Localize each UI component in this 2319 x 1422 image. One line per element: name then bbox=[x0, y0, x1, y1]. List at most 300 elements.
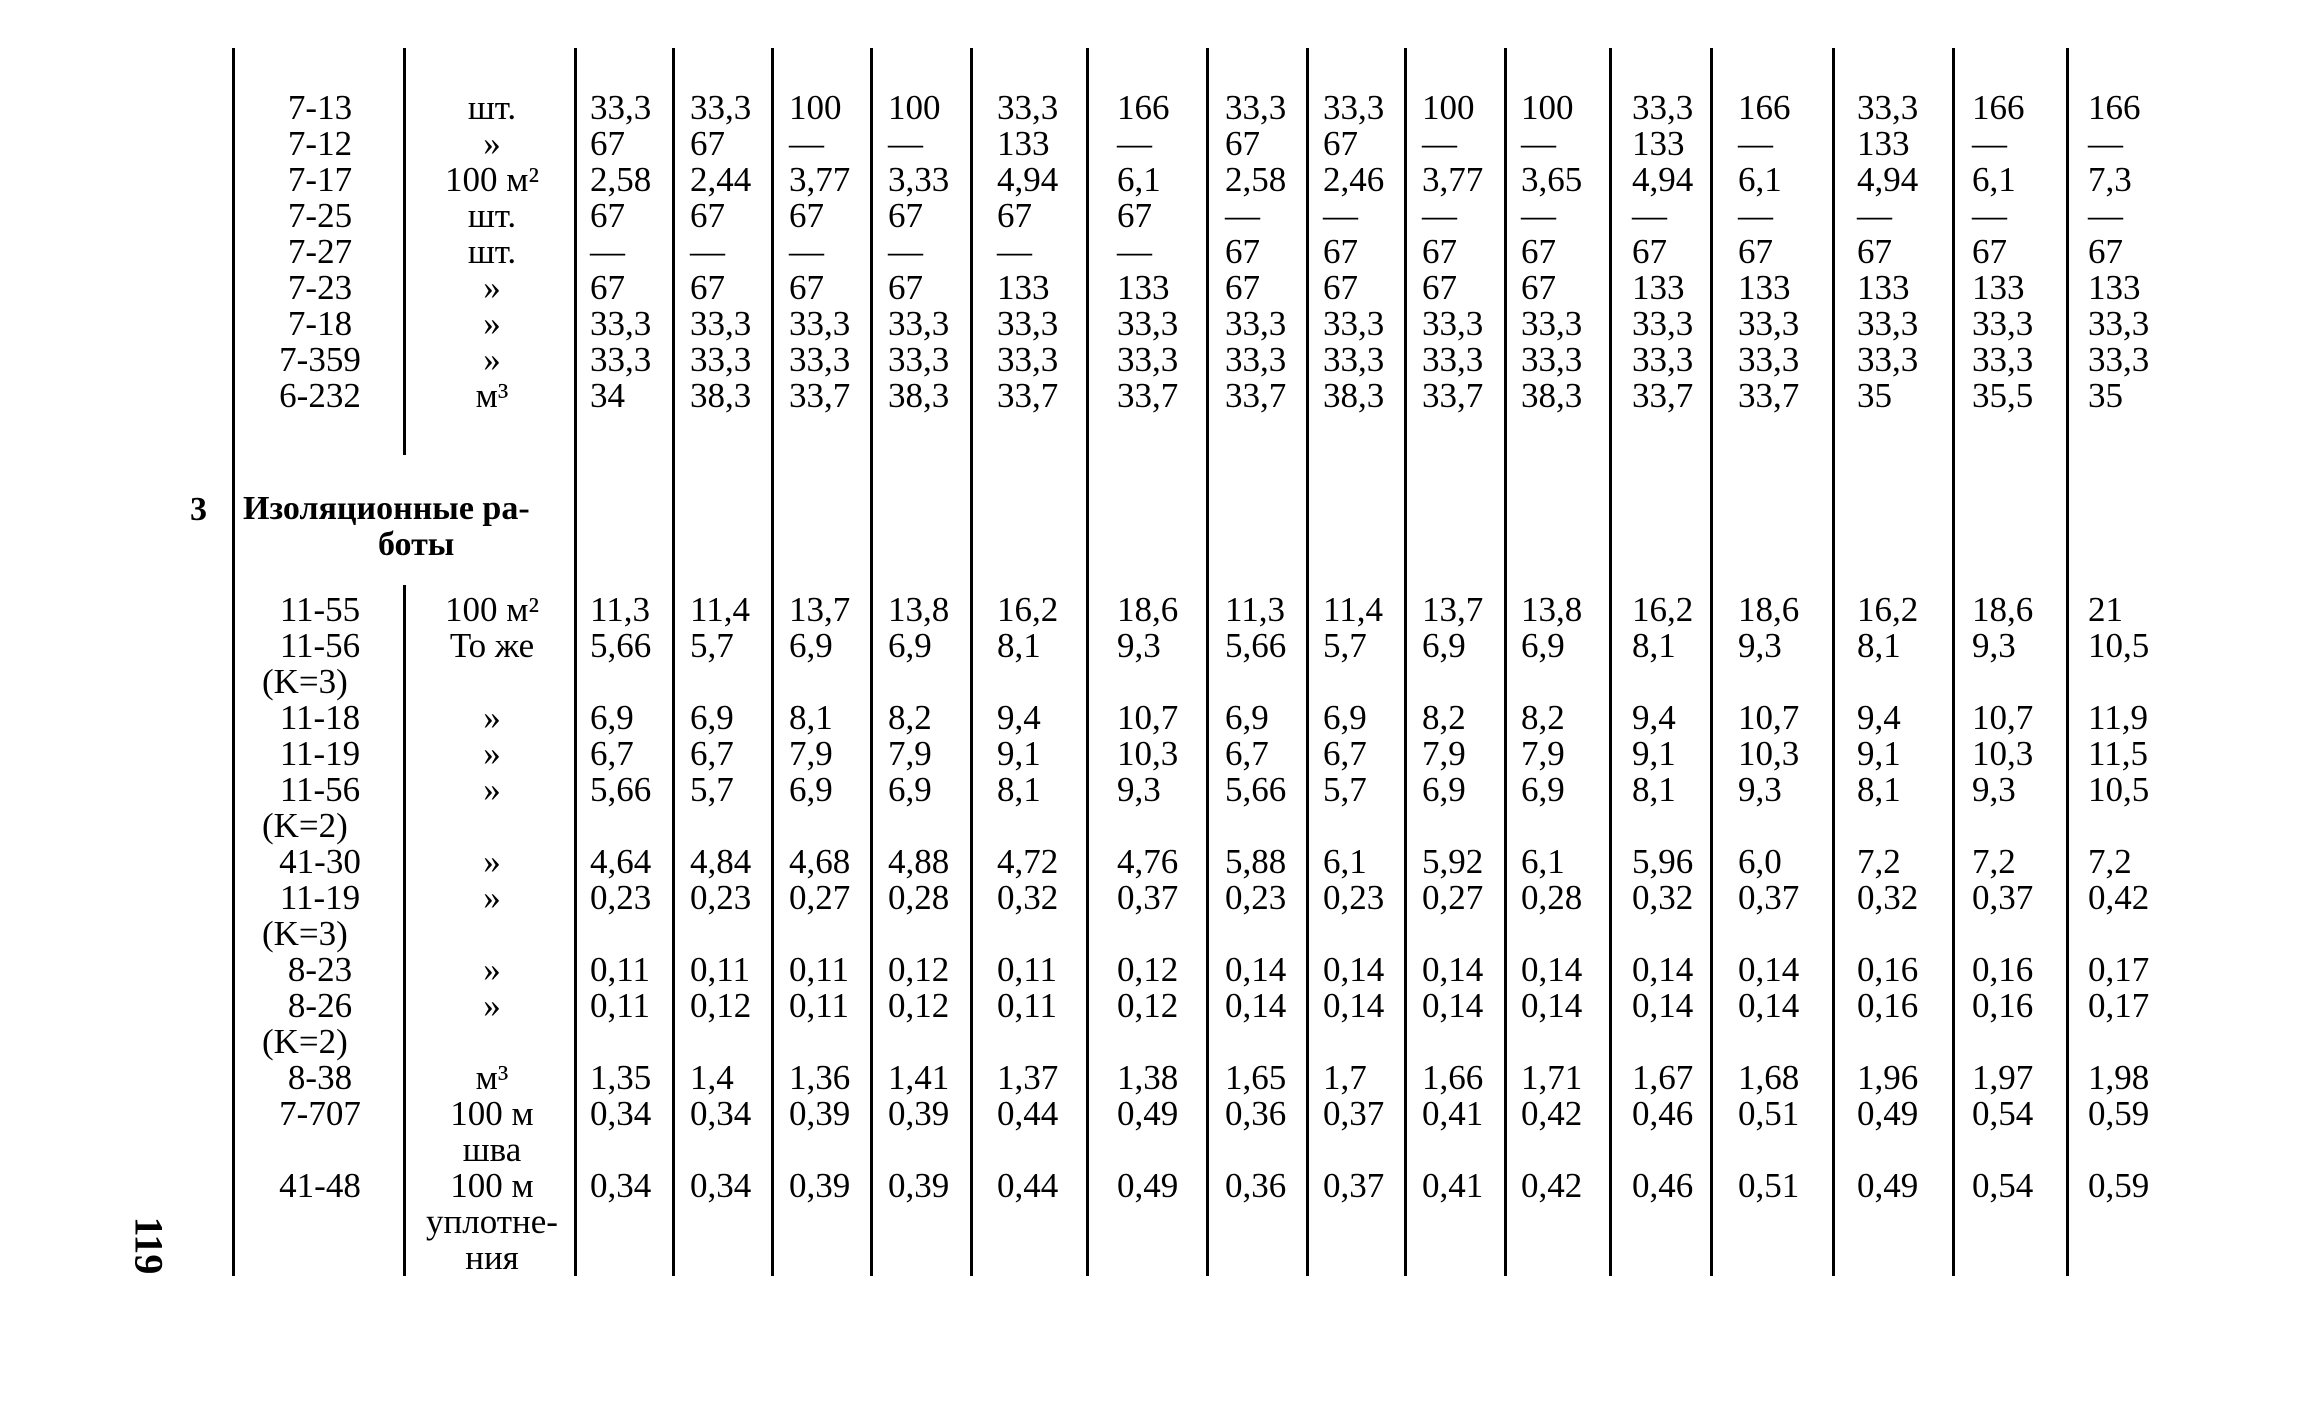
table-cell: — bbox=[1117, 232, 1152, 271]
table-cell: 33,3 bbox=[690, 304, 752, 343]
table-cell: 0,41 bbox=[1422, 1166, 1484, 1205]
table-cell: 0,14 bbox=[1521, 986, 1583, 1025]
table-cell: 7,2 bbox=[1857, 842, 1901, 881]
table-cell: 8,2 bbox=[888, 698, 932, 737]
table-cell: 6,0 bbox=[1738, 842, 1782, 881]
table-cell: 0,14 bbox=[1521, 950, 1583, 989]
table-cell: 0,12 bbox=[1117, 986, 1179, 1025]
table-cell: 6,7 bbox=[690, 734, 734, 773]
table-cell: 33,3 bbox=[1521, 340, 1583, 379]
table-cell: 35 bbox=[2088, 376, 2123, 415]
table-cell: 38,3 bbox=[690, 376, 752, 415]
table-cell: 0,37 bbox=[1972, 878, 2034, 917]
table-cell: — bbox=[789, 232, 824, 271]
table-cell: 33,3 bbox=[1323, 88, 1385, 127]
row-unit: » bbox=[483, 986, 501, 1025]
table-cell: 5,88 bbox=[1225, 842, 1287, 881]
row-code: 41-30 bbox=[279, 842, 361, 881]
column-rule bbox=[870, 48, 873, 1276]
table-cell: 6,9 bbox=[1521, 626, 1565, 665]
column-rule bbox=[574, 48, 577, 1276]
row-code: 41-48 bbox=[279, 1166, 361, 1205]
table-cell: 0,34 bbox=[590, 1166, 652, 1205]
table-cell: 7,9 bbox=[1422, 734, 1466, 773]
table-cell: 4,68 bbox=[789, 842, 851, 881]
table-cell: 0,39 bbox=[789, 1166, 851, 1205]
table-cell: 67 bbox=[997, 196, 1032, 235]
table-cell: 13,8 bbox=[888, 590, 950, 629]
column-rule bbox=[771, 48, 774, 1276]
table-cell: 0,12 bbox=[888, 986, 950, 1025]
row-code: (K=3) bbox=[262, 662, 348, 701]
table-cell: 133 bbox=[1632, 268, 1685, 307]
table-cell: 5,7 bbox=[690, 770, 734, 809]
table-cell: 0,37 bbox=[1323, 1166, 1385, 1205]
table-cell: 6,1 bbox=[1738, 160, 1782, 199]
table-cell: 35,5 bbox=[1972, 376, 2034, 415]
table-cell: 1,4 bbox=[690, 1058, 734, 1097]
table-cell: 38,3 bbox=[888, 376, 950, 415]
table-cell: 9,1 bbox=[997, 734, 1041, 773]
table-cell: — bbox=[690, 232, 725, 271]
table-cell: 67 bbox=[1738, 232, 1773, 271]
table-cell: 38,3 bbox=[1521, 376, 1583, 415]
row-code: 7-18 bbox=[287, 304, 353, 343]
table-cell: 67 bbox=[1225, 268, 1260, 307]
table-cell: 9,1 bbox=[1857, 734, 1901, 773]
table-cell: 9,3 bbox=[1972, 770, 2016, 809]
table-cell: 10,5 bbox=[2088, 626, 2150, 665]
table-cell: 0,16 bbox=[1857, 950, 1919, 989]
table-cell: 166 bbox=[2088, 88, 2141, 127]
table-cell: 0,14 bbox=[1323, 986, 1385, 1025]
row-unit: » bbox=[483, 770, 501, 809]
table-cell: 9,4 bbox=[997, 698, 1041, 737]
table-cell: 0,17 bbox=[2088, 950, 2150, 989]
table-cell: 0,11 bbox=[590, 986, 650, 1025]
section-title-line-1: Изоляционные ра- bbox=[243, 490, 530, 527]
table-cell: 0,17 bbox=[2088, 986, 2150, 1025]
table-cell: 6,9 bbox=[1225, 698, 1269, 737]
table-cell: 0,11 bbox=[997, 950, 1057, 989]
table-cell: 7,2 bbox=[2088, 842, 2132, 881]
table-cell: 0,32 bbox=[997, 878, 1059, 917]
table-cell: 9,3 bbox=[1738, 770, 1782, 809]
table-cell: 0,28 bbox=[1521, 878, 1583, 917]
table-cell: 6,9 bbox=[888, 626, 932, 665]
row-code: (K=2) bbox=[262, 1022, 348, 1061]
table-cell: 133 bbox=[997, 124, 1050, 163]
table-cell: 0,23 bbox=[1323, 878, 1385, 917]
table-cell: 33,3 bbox=[1972, 304, 2034, 343]
table-cell: 33,3 bbox=[1225, 304, 1287, 343]
table-cell: — bbox=[1521, 124, 1556, 163]
table-cell: 16,2 bbox=[1632, 590, 1694, 629]
table-cell: 133 bbox=[1117, 268, 1170, 307]
table-cell: 33,7 bbox=[1225, 376, 1287, 415]
page-number: 119 bbox=[126, 1216, 172, 1275]
table-cell: 33,3 bbox=[997, 304, 1059, 343]
table-cell: 33,3 bbox=[789, 304, 851, 343]
table-cell: 1,67 bbox=[1632, 1058, 1694, 1097]
table-cell: 133 bbox=[1632, 124, 1685, 163]
table-cell: 10,7 bbox=[1972, 698, 2034, 737]
column-rule bbox=[672, 48, 675, 1276]
table-cell: 3,77 bbox=[1422, 160, 1484, 199]
table-cell: 33,7 bbox=[1738, 376, 1800, 415]
table-cell: 0,42 bbox=[1521, 1166, 1583, 1205]
table-cell: 33,3 bbox=[997, 340, 1059, 379]
table-cell: 0,11 bbox=[997, 986, 1057, 1025]
table-cell: 0,11 bbox=[690, 950, 750, 989]
table-cell: 0,23 bbox=[690, 878, 752, 917]
table-cell: — bbox=[2088, 196, 2123, 235]
table-cell: 133 bbox=[2088, 268, 2141, 307]
row-code: 8-38 bbox=[287, 1058, 353, 1097]
table-cell: 33,3 bbox=[888, 304, 950, 343]
table-cell: 67 bbox=[1323, 124, 1358, 163]
table-cell: 67 bbox=[690, 268, 725, 307]
table-cell: 67 bbox=[888, 268, 923, 307]
column-rule bbox=[2066, 48, 2069, 1276]
table-cell: 7,2 bbox=[1972, 842, 2016, 881]
row-unit: шва bbox=[462, 1130, 522, 1169]
table-cell: 0,46 bbox=[1632, 1094, 1694, 1133]
table-cell: 5,96 bbox=[1632, 842, 1694, 881]
table-cell: 8,1 bbox=[1857, 770, 1901, 809]
table-cell: 67 bbox=[1521, 268, 1556, 307]
table-cell: 0,34 bbox=[690, 1166, 752, 1205]
table-cell: 9,1 bbox=[1632, 734, 1676, 773]
table-cell: 67 bbox=[590, 196, 625, 235]
table-cell: 33,3 bbox=[1738, 304, 1800, 343]
table-cell: 7,9 bbox=[789, 734, 833, 773]
table-cell: 6,1 bbox=[1972, 160, 2016, 199]
row-code: 11-18 bbox=[279, 698, 361, 737]
table-cell: 6,1 bbox=[1521, 842, 1565, 881]
row-code: 8-23 bbox=[287, 950, 353, 989]
table-cell: 33,3 bbox=[1422, 304, 1484, 343]
table-cell: 16,2 bbox=[1857, 590, 1919, 629]
table-cell: 6,9 bbox=[888, 770, 932, 809]
table-cell: 33,3 bbox=[1738, 340, 1800, 379]
table-cell: 0,28 bbox=[888, 878, 950, 917]
table-cell: 5,66 bbox=[590, 770, 652, 809]
table-cell: 4,94 bbox=[1632, 160, 1694, 199]
table-cell: 0,16 bbox=[1972, 986, 2034, 1025]
table-cell: 4,94 bbox=[997, 160, 1059, 199]
table-cell: 2,58 bbox=[1225, 160, 1287, 199]
row-unit: » bbox=[483, 734, 501, 773]
table-cell: 67 bbox=[690, 124, 725, 163]
row-unit: шт. bbox=[467, 196, 517, 235]
table-cell: 10,3 bbox=[1117, 734, 1179, 773]
table-cell: 8,1 bbox=[789, 698, 833, 737]
table-cell: 0,34 bbox=[690, 1094, 752, 1133]
table-cell: 0,39 bbox=[789, 1094, 851, 1133]
table-cell: 5,7 bbox=[1323, 770, 1367, 809]
table-cell: 67 bbox=[1521, 232, 1556, 271]
table-cell: 0,59 bbox=[2088, 1166, 2150, 1205]
column-rule bbox=[1832, 48, 1835, 1276]
table-cell: 35 bbox=[1857, 376, 1892, 415]
table-cell: 5,66 bbox=[590, 626, 652, 665]
table-cell: 100 bbox=[888, 88, 941, 127]
table-cell: 0,41 bbox=[1422, 1094, 1484, 1133]
table-cell: 0,11 bbox=[590, 950, 650, 989]
table-cell: 33,3 bbox=[789, 340, 851, 379]
table-cell: 33,3 bbox=[997, 88, 1059, 127]
table-cell: 4,72 bbox=[997, 842, 1059, 881]
column-rule bbox=[970, 48, 973, 1276]
table-cell: 6,7 bbox=[1225, 734, 1269, 773]
table-cell: 9,4 bbox=[1857, 698, 1901, 737]
table-cell: 67 bbox=[789, 268, 824, 307]
row-unit: шт. bbox=[467, 232, 517, 271]
table-cell: 33,3 bbox=[590, 304, 652, 343]
table-cell: 0,49 bbox=[1857, 1094, 1919, 1133]
table-cell: 0,23 bbox=[1225, 878, 1287, 917]
table-cell: 0,32 bbox=[1857, 878, 1919, 917]
table-cell: 6,9 bbox=[1323, 698, 1367, 737]
table-cell: 1,35 bbox=[590, 1058, 652, 1097]
row-code: 7-17 bbox=[287, 160, 353, 199]
table-cell: 67 bbox=[1323, 232, 1358, 271]
section-title-line-2: боты bbox=[378, 526, 455, 563]
table-cell: 11,3 bbox=[1225, 590, 1285, 629]
column-rule bbox=[1609, 48, 1612, 1276]
row-code: 11-56 bbox=[279, 770, 361, 809]
table-cell: 0,12 bbox=[690, 986, 752, 1025]
table-cell: 0,27 bbox=[789, 878, 851, 917]
table-cell: 8,1 bbox=[1632, 770, 1676, 809]
table-cell: 0,59 bbox=[2088, 1094, 2150, 1133]
table-cell: 67 bbox=[590, 124, 625, 163]
table-cell: 1,98 bbox=[2088, 1058, 2150, 1097]
table-cell: 5,7 bbox=[690, 626, 734, 665]
table-cell: 33,3 bbox=[1632, 304, 1694, 343]
row-code: 7-359 bbox=[279, 340, 361, 379]
row-unit: 100 м² bbox=[445, 160, 539, 199]
table-cell: 33,3 bbox=[1323, 340, 1385, 379]
table-cell: 1,66 bbox=[1422, 1058, 1484, 1097]
table-cell: — bbox=[997, 232, 1032, 271]
table-cell: 0,54 bbox=[1972, 1094, 2034, 1133]
table-cell: 0,37 bbox=[1117, 878, 1179, 917]
table-cell: 0,42 bbox=[1521, 1094, 1583, 1133]
table-cell: 1,96 bbox=[1857, 1058, 1919, 1097]
table-cell: 133 bbox=[997, 268, 1050, 307]
table-cell: 11,4 bbox=[1323, 590, 1383, 629]
table-cell: 67 bbox=[590, 268, 625, 307]
row-code: 7-12 bbox=[287, 124, 353, 163]
table-cell: 16,2 bbox=[997, 590, 1059, 629]
table-cell: 33,3 bbox=[1323, 304, 1385, 343]
table-cell: 18,6 bbox=[1972, 590, 2034, 629]
table-cell: — bbox=[1422, 196, 1457, 235]
table-cell: 33,3 bbox=[690, 88, 752, 127]
table-cell: 0,14 bbox=[1738, 986, 1800, 1025]
table-cell: — bbox=[1738, 124, 1773, 163]
table-cell: 67 bbox=[1323, 268, 1358, 307]
row-code: 7-23 bbox=[287, 268, 353, 307]
table-cell: 21 bbox=[2088, 590, 2123, 629]
table-cell: 0,12 bbox=[888, 950, 950, 989]
table-cell: 67 bbox=[1857, 232, 1892, 271]
column-rule bbox=[403, 48, 406, 455]
table-cell: — bbox=[1857, 196, 1892, 235]
row-code: 11-19 bbox=[279, 878, 361, 917]
table-cell: 4,76 bbox=[1117, 842, 1179, 881]
table-cell: — bbox=[1972, 124, 2007, 163]
table-cell: — bbox=[2088, 124, 2123, 163]
table-cell: 1,65 bbox=[1225, 1058, 1287, 1097]
table-cell: 2,46 bbox=[1323, 160, 1385, 199]
table-cell: 1,38 bbox=[1117, 1058, 1179, 1097]
table-cell: 33,3 bbox=[590, 88, 652, 127]
table-cell: 67 bbox=[690, 196, 725, 235]
table-cell: — bbox=[1323, 196, 1358, 235]
row-code: (K=3) bbox=[262, 914, 348, 953]
table-cell: 11,9 bbox=[2088, 698, 2148, 737]
table-cell: 0,23 bbox=[590, 878, 652, 917]
table-cell: — bbox=[888, 124, 923, 163]
table-cell: 10,7 bbox=[1117, 698, 1179, 737]
table-cell: 8,1 bbox=[997, 626, 1041, 665]
table-cell: 8,1 bbox=[1632, 626, 1676, 665]
table-cell: 3,77 bbox=[789, 160, 851, 199]
table-cell: — bbox=[888, 232, 923, 271]
row-unit: 100 м² bbox=[445, 590, 539, 629]
table-cell: 11,3 bbox=[590, 590, 650, 629]
table-cell: 10,7 bbox=[1738, 698, 1800, 737]
table-cell: 0,51 bbox=[1738, 1166, 1800, 1205]
table-cell: 10,3 bbox=[1738, 734, 1800, 773]
table-cell: 67 bbox=[1117, 196, 1152, 235]
column-rule bbox=[1710, 48, 1713, 1276]
table-cell: 9,3 bbox=[1117, 626, 1161, 665]
row-code: 7-25 bbox=[287, 196, 353, 235]
table-cell: 1,68 bbox=[1738, 1058, 1800, 1097]
table-cell: 33,7 bbox=[789, 376, 851, 415]
table-cell: 0,16 bbox=[1972, 950, 2034, 989]
table-cell: 6,9 bbox=[789, 770, 833, 809]
table-cell: 4,94 bbox=[1857, 160, 1919, 199]
table-cell: 133 bbox=[1857, 268, 1910, 307]
table-cell: 38,3 bbox=[1323, 376, 1385, 415]
table-cell: 0,11 bbox=[789, 986, 849, 1025]
table-cell: 67 bbox=[789, 196, 824, 235]
row-code: 7-707 bbox=[279, 1094, 361, 1133]
table-cell: 0,36 bbox=[1225, 1094, 1287, 1133]
table-cell: 6,9 bbox=[1422, 626, 1466, 665]
table-cell: 1,36 bbox=[789, 1058, 851, 1097]
table-cell: 0,27 bbox=[1422, 878, 1484, 917]
table-cell: 7,9 bbox=[1521, 734, 1565, 773]
table-cell: — bbox=[590, 232, 625, 271]
table-cell: 67 bbox=[1225, 124, 1260, 163]
table-cell: 0,36 bbox=[1225, 1166, 1287, 1205]
table-cell: 33,3 bbox=[1857, 304, 1919, 343]
table-cell: 33,3 bbox=[1632, 88, 1694, 127]
table-cell: 166 bbox=[1738, 88, 1791, 127]
table-cell: 33,3 bbox=[1521, 304, 1583, 343]
row-unit: » bbox=[483, 842, 501, 881]
table-cell: 33,3 bbox=[1225, 88, 1287, 127]
row-code: 7-13 bbox=[287, 88, 353, 127]
table-cell: 33,3 bbox=[2088, 340, 2150, 379]
table-cell: 0,14 bbox=[1225, 986, 1287, 1025]
table-cell: — bbox=[1521, 196, 1556, 235]
table-cell: 8,1 bbox=[997, 770, 1041, 809]
column-rule bbox=[1306, 48, 1309, 1276]
table-cell: 33,7 bbox=[1117, 376, 1179, 415]
table-cell: 2,58 bbox=[590, 160, 652, 199]
table-cell: 4,64 bbox=[590, 842, 652, 881]
table-cell: 0,37 bbox=[1323, 1094, 1385, 1133]
row-unit: » bbox=[483, 340, 501, 379]
table-cell: 6,1 bbox=[1323, 842, 1367, 881]
table-cell: — bbox=[1117, 124, 1152, 163]
row-unit: » bbox=[483, 268, 501, 307]
table-cell: 10,5 bbox=[2088, 770, 2150, 809]
table-cell: — bbox=[1738, 196, 1773, 235]
table-cell: 33,3 bbox=[1225, 340, 1287, 379]
row-unit: м³ bbox=[475, 376, 509, 415]
table-cell: 0,14 bbox=[1632, 950, 1694, 989]
column-rule bbox=[232, 48, 235, 1276]
table-cell: 0,16 bbox=[1857, 986, 1919, 1025]
table-cell: 33,3 bbox=[888, 340, 950, 379]
table-cell: 133 bbox=[1972, 268, 2025, 307]
row-unit: » bbox=[483, 950, 501, 989]
table-cell: 6,7 bbox=[590, 734, 634, 773]
table-cell: 0,34 bbox=[590, 1094, 652, 1133]
column-rule bbox=[1404, 48, 1407, 1276]
table-cell: 67 bbox=[1632, 232, 1667, 271]
row-unit: уплотне- bbox=[426, 1202, 558, 1241]
table-cell: — bbox=[1632, 196, 1667, 235]
column-rule bbox=[1206, 48, 1209, 1276]
table-cell: 100 bbox=[1422, 88, 1475, 127]
table-cell: 0,37 bbox=[1738, 878, 1800, 917]
table-cell: 33,3 bbox=[1422, 340, 1484, 379]
row-code: 7-27 bbox=[287, 232, 353, 271]
table-cell: 11,5 bbox=[2088, 734, 2148, 773]
table-cell: 7,3 bbox=[2088, 160, 2132, 199]
table-cell: 8,2 bbox=[1422, 698, 1466, 737]
table-cell: 100 bbox=[1521, 88, 1574, 127]
table-cell: 0,54 bbox=[1972, 1166, 2034, 1205]
table-cell: 0,14 bbox=[1225, 950, 1287, 989]
table-cell: 5,66 bbox=[1225, 626, 1287, 665]
table-cell: 0,44 bbox=[997, 1094, 1059, 1133]
table-cell: 1,97 bbox=[1972, 1058, 2034, 1097]
table-cell: 6,7 bbox=[1323, 734, 1367, 773]
table-cell: 100 bbox=[789, 88, 842, 127]
table-cell: 133 bbox=[1857, 124, 1910, 163]
table-cell: 8,1 bbox=[1857, 626, 1901, 665]
table-cell: 5,92 bbox=[1422, 842, 1484, 881]
table-cell: 5,66 bbox=[1225, 770, 1287, 809]
table-cell: 67 bbox=[888, 196, 923, 235]
table-cell: 4,88 bbox=[888, 842, 950, 881]
row-unit: шт. bbox=[467, 88, 517, 127]
row-unit: ния bbox=[465, 1238, 519, 1277]
row-unit: » bbox=[483, 878, 501, 917]
row-unit: » bbox=[483, 304, 501, 343]
table-cell: 13,7 bbox=[789, 590, 851, 629]
